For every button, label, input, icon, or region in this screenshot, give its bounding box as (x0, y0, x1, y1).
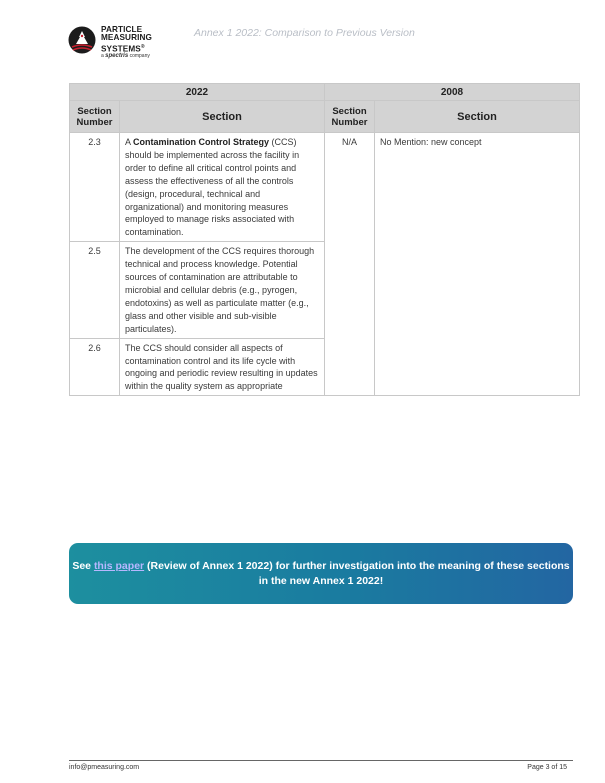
company-logo (68, 24, 188, 64)
year-2008-header: 2008 (325, 84, 580, 101)
logo-wordmark (101, 26, 152, 54)
logo-line-2: MEASURING (101, 33, 152, 43)
section-text-bold: Contamination Control Strategy (133, 137, 270, 147)
column-header-row (70, 101, 580, 133)
logo-sub-suffix: company (129, 53, 150, 59)
section-header-2008: Section (375, 101, 580, 133)
footer-page-number: Page 3 of 15 (527, 764, 567, 771)
section-number-cell: 2.6 (70, 338, 120, 396)
footer-divider (69, 760, 573, 761)
section-number-cell: 2.3 (70, 133, 120, 242)
logo-sub-prefix: a (101, 53, 104, 59)
logo-sub-brand: spectris (105, 53, 129, 59)
this-paper-link[interactable]: this paper (93, 560, 145, 572)
page-header (68, 24, 548, 64)
section-number-header-2022: Section Number (70, 101, 120, 133)
logo-subline (101, 53, 150, 59)
logo-line-3-text: SYSTEMS (101, 44, 141, 54)
callout-banner (69, 543, 573, 604)
document-title: Annex 1 2022: Comparison to Previous Version (194, 27, 415, 39)
old-section-number-cell: N/A (325, 133, 375, 396)
year-header-row (70, 84, 580, 101)
year-2022-header: 2022 (70, 84, 325, 101)
section-text-cell: The CCS should consider all aspects of contamination control and its life cycle with ongoing and periodic review resulting in updates within the quality system as appropriate (120, 338, 325, 396)
section-text-cell: The development of the CCS requires thorough technical and process knowledge. Potential sources of contamination are attributable to microbial and cellular debris (e.g., pyrogen, endotoxins) as well as particulate matter (e.g., glass and other visible and sub-visible particulates). (120, 242, 325, 338)
logo-mark-icon (68, 26, 96, 54)
section-number-cell: 2.5 (70, 242, 120, 338)
section-header-2022: Section (120, 101, 325, 133)
footer-email: info@pmeasuring.com (69, 764, 140, 771)
section-text-suffix: (CCS) should be implemented across the facility in order to define all critical control points and assess the effectiveness of all the controls (design, procedural, technical and organizational) and monitoring measures employed to manage risks associated with contamination. (125, 137, 300, 238)
section-text-cell (120, 133, 325, 242)
banner-see-text: See (72, 560, 94, 572)
section-number-header-2008: Section Number (325, 101, 375, 133)
section-text-prefix: A (125, 137, 134, 147)
comparison-table (69, 83, 580, 396)
table-row (70, 133, 580, 242)
logo-line-1: PARTICLE (101, 25, 143, 34)
logo-registered-mark: ® (140, 43, 145, 50)
banner-rest-text: (Review of Annex 1 2022) for further investigation into the meaning of these sections in the new Annex 1 2022! (144, 560, 570, 587)
old-section-text-cell: No Mention: new concept (375, 133, 580, 396)
